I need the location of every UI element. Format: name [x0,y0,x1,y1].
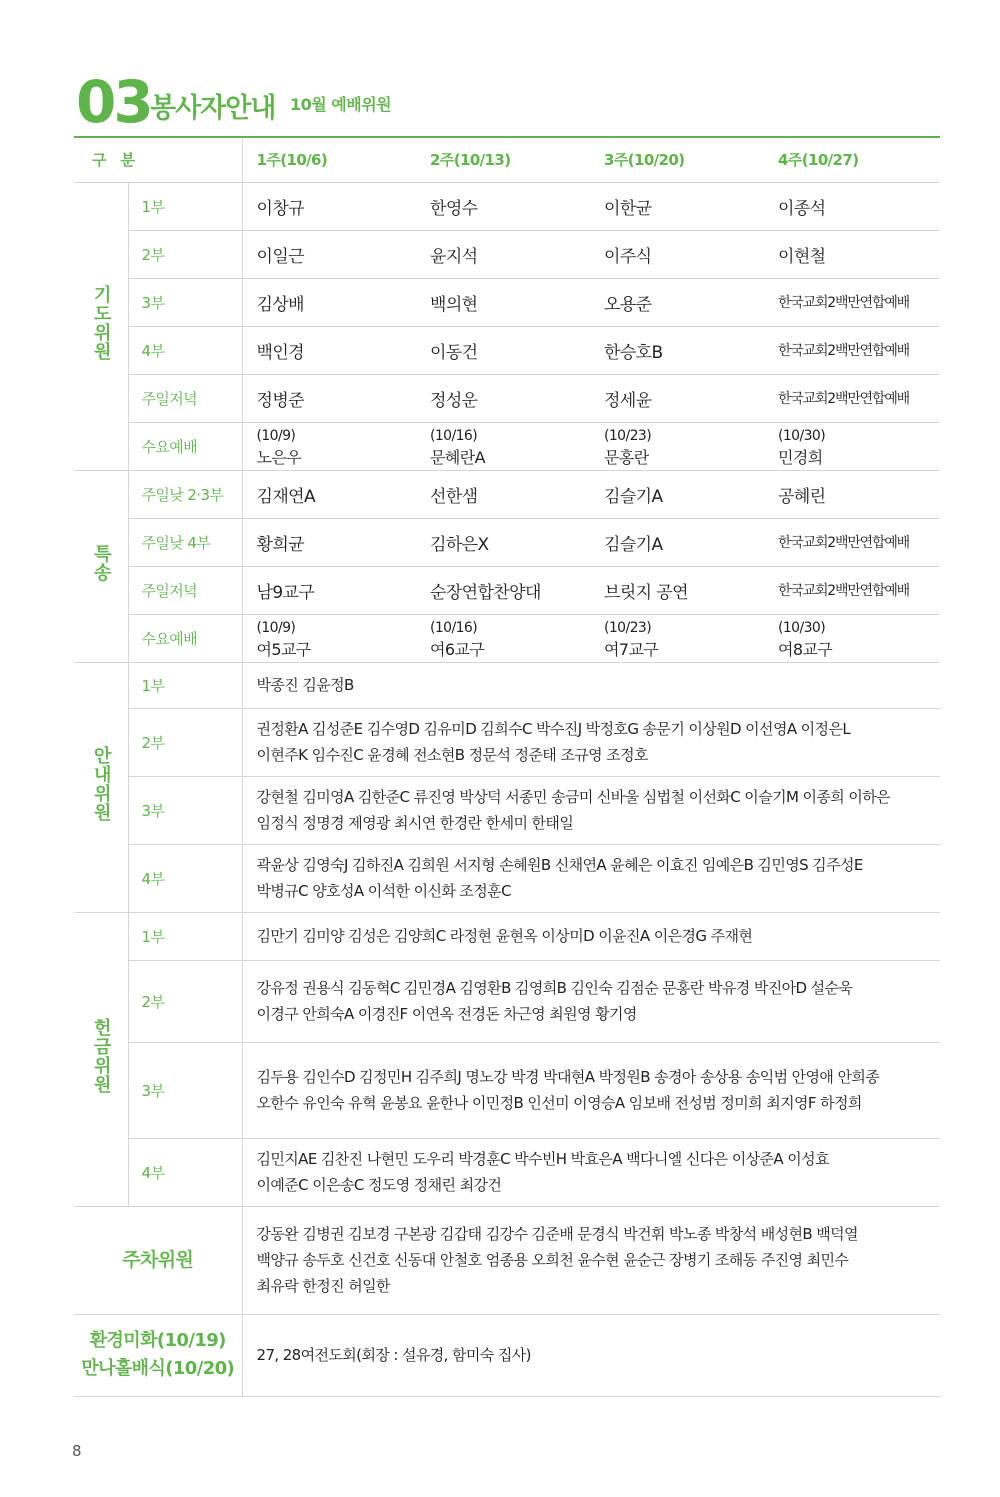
section-header [76,68,940,136]
header-week-3: 3주(10/20) [590,138,764,182]
section-subtitle: 10월 예배위원 [290,95,392,114]
table-row [74,960,940,1042]
cell-value: 한국교회2백만연합예배 [764,518,940,566]
page-number: 8 [72,1442,82,1460]
row-label: 3부 [128,1042,242,1138]
table-row [74,1206,940,1314]
names-cell [242,1138,940,1206]
cell-value: 정병준 [242,374,416,422]
header-week-2: 2주(10/13) [416,138,590,182]
table-row [74,1138,940,1206]
prayer-label-text: 기도위원 [90,284,112,361]
row-label: 주일낮 4부 [128,518,242,566]
cell-name: 민경희 [778,448,823,467]
cell-value: 이동건 [416,326,590,374]
table-row [74,566,940,614]
row-label: 1부 [128,912,242,960]
row-label: 수요예배 [128,422,242,470]
cell-value: 이창규 [242,182,416,230]
table-row [74,326,940,374]
names-line: 이현주K 임수진C 윤경혜 전소현B 정문석 정준태 조규영 조정호 [256,746,648,764]
cell-value: 김하은X [416,518,590,566]
names-line: 박병규C 양호성A 이석한 이신화 조정훈C [256,882,511,900]
cell-date: (10/16) [430,428,478,444]
cell-value: 김슬기A [590,470,764,518]
cell-date: (10/9) [256,620,296,636]
names-line: 백양규 송두호 신건호 신동대 안철호 엄종용 오희천 윤수현 윤순근 장병기 조해동 주진영 최민수 [256,1251,849,1269]
parking-label: 주차위원 [74,1206,242,1314]
special-label-text: 특송 [90,543,112,582]
cell-value: 한국교회2백만연합예배 [764,374,940,422]
table-row [74,1042,940,1138]
cell-value: 한영수 [416,182,590,230]
cell-date: (10/30) [778,620,826,636]
table-row [74,776,940,844]
cell-value: 윤지석 [416,230,590,278]
cell-value: 김재연A [242,470,416,518]
special-section-label [74,470,128,662]
table-row [74,230,940,278]
names-line: 이경구 안희숙A 이경진F 이연옥 전경돈 차근영 최원영 황기영 [256,1005,637,1023]
cell-value: 공혜린 [764,470,940,518]
row-label: 주일낮 2·3부 [128,470,242,518]
names-line: 곽윤상 김영숙J 김하진A 김희원 서지형 손혜원B 신채연A 윤혜은 이효진 임예은B 김민영S 김주성E [256,856,863,874]
env-label-line: 만나홀배식(10/20) [81,1358,235,1379]
names-line: 강유정 권용식 김동혁C 김민경A 김영환B 김영희B 김인숙 김점순 문홍란 박유경 박진아D 설순욱 [256,979,853,997]
cell-value: 백의현 [416,278,590,326]
names-line: 오한수 유인숙 유혁 윤봉요 윤한나 이민정B 인선미 이영승A 임보배 전성범 정미희 최지영F 하정희 [256,1094,862,1112]
row-label: 4부 [128,844,242,912]
names-line: 최유락 한정진 허일한 [256,1277,390,1295]
names-cell [242,912,940,960]
names-cell [242,776,940,844]
prayer-section-label [74,182,128,470]
header-gubun: 구분 [74,138,242,182]
row-label: 4부 [128,1138,242,1206]
table-row [74,662,940,708]
names-line: 강동완 김병권 김보경 구본광 김갑태 김강수 김준배 문경식 박건휘 박노종 박창석 배성현B 백덕열 [256,1225,858,1243]
cell-value: 황희균 [242,518,416,566]
names-line: 강현철 김미영A 김한준C 류진영 박상덕 서종민 송금미 신바울 심법철 이선화C 이슬기M 이종희 이하은 [256,788,890,806]
cell-value: 이일근 [242,230,416,278]
cell-value [590,422,764,470]
table-row [74,182,940,230]
volunteer-table [74,138,940,1397]
cell-date: (10/30) [778,428,826,444]
cell-name: 여8교구 [778,640,833,659]
cell-date: (10/9) [256,428,296,444]
names-cell [242,662,940,708]
names-cell [242,960,940,1042]
offering-label-text: 헌금위원 [90,1017,112,1094]
names-line: 김만기 김미양 김성은 김양희C 라정현 윤현옥 이상미D 이윤진A 이은경G 주재현 [256,927,753,945]
names-cell [242,1042,940,1138]
cell-value: 선한샘 [416,470,590,518]
table-row [74,374,940,422]
row-label: 주일저녁 [128,566,242,614]
cell-value: 이현철 [764,230,940,278]
cell-value: 이한균 [590,182,764,230]
cell-value [242,614,416,662]
cell-value [416,614,590,662]
cell-value: 한승호B [590,326,764,374]
cell-value: 한국교회2백만연합예배 [764,278,940,326]
names-line: 박종진 김윤정B [256,676,354,694]
table-row [74,614,940,662]
cell-value: 오용준 [590,278,764,326]
table-row [74,422,940,470]
cell-value: 순장연합찬양대 [416,566,590,614]
table-row [74,912,940,960]
row-label: 2부 [128,708,242,776]
header-week-4: 4주(10/27) [764,138,940,182]
table-row [74,518,940,566]
cell-value: 정세윤 [590,374,764,422]
cell-name: 여5교구 [256,640,311,659]
cell-date: (10/23) [604,428,652,444]
cell-name: 문홍란 [604,448,649,467]
cell-name: 노은우 [256,448,302,467]
names-line: 권정환A 김성준E 김수영D 김유미D 김희수C 박수진J 박정호G 송문기 이상원D 이선영A 이정은L [256,720,851,738]
cell-value: 브릿지 공연 [590,566,764,614]
table-header-row [74,138,940,182]
cell-name: 문혜란A [430,448,485,467]
row-label: 3부 [128,776,242,844]
names-line: 김민지AE 김찬진 나현민 도우리 박경훈C 박수빈H 박효은A 백다니엘 신다은 이상준A 이성효 [256,1150,829,1168]
cell-date: (10/23) [604,620,652,636]
names-line: 이예준C 이은송C 정도영 정채린 최강건 [256,1176,502,1194]
guide-section-label [74,662,128,912]
cell-value: 백인경 [242,326,416,374]
header-week-1: 1주(10/6) [242,138,416,182]
cell-value: 김상배 [242,278,416,326]
names-cell [242,844,940,912]
cell-value [242,422,416,470]
cell-value [764,422,940,470]
row-label: 수요예배 [128,614,242,662]
cell-value: 김슬기A [590,518,764,566]
table-row [74,470,940,518]
names-line: 김두용 김인수D 김정민H 김주희J 명노강 박경 박대현A 박정원B 송경아 송상용 송익범 안영애 안희종 [256,1068,880,1086]
names-cell [242,708,940,776]
env-value: 27, 28여전도회(회장 : 설유경, 함미숙 집사) [242,1314,940,1396]
offering-section-label [74,912,128,1206]
cell-value: 정성운 [416,374,590,422]
row-label: 2부 [128,230,242,278]
names-cell [242,1206,940,1314]
row-label: 1부 [128,662,242,708]
cell-value: 한국교회2백만연합예배 [764,566,940,614]
cell-date: (10/16) [430,620,478,636]
row-label: 1부 [128,182,242,230]
table-row [74,844,940,912]
section-title: 봉사자안내 [150,93,276,124]
names-line: 임정식 정명경 제영광 최시연 한경란 한세미 한태일 [256,814,574,832]
cell-value: 이주식 [590,230,764,278]
env-label-line: 환경미화(10/19) [89,1330,226,1351]
env-label [74,1314,242,1396]
row-label: 2부 [128,960,242,1042]
table-row [74,708,940,776]
cell-value [764,614,940,662]
cell-value: 남9교구 [242,566,416,614]
cell-name: 여6교구 [430,640,485,659]
cell-name: 여7교구 [604,640,659,659]
row-label: 4부 [128,326,242,374]
table-row [74,1314,940,1396]
cell-value: 한국교회2백만연합예배 [764,326,940,374]
cell-value [416,422,590,470]
section-number: 03 [76,68,151,136]
guide-label-text: 안내위원 [90,745,112,822]
table-row [74,278,940,326]
row-label: 주일저녁 [128,374,242,422]
row-label: 3부 [128,278,242,326]
cell-value [590,614,764,662]
cell-value: 이종석 [764,182,940,230]
